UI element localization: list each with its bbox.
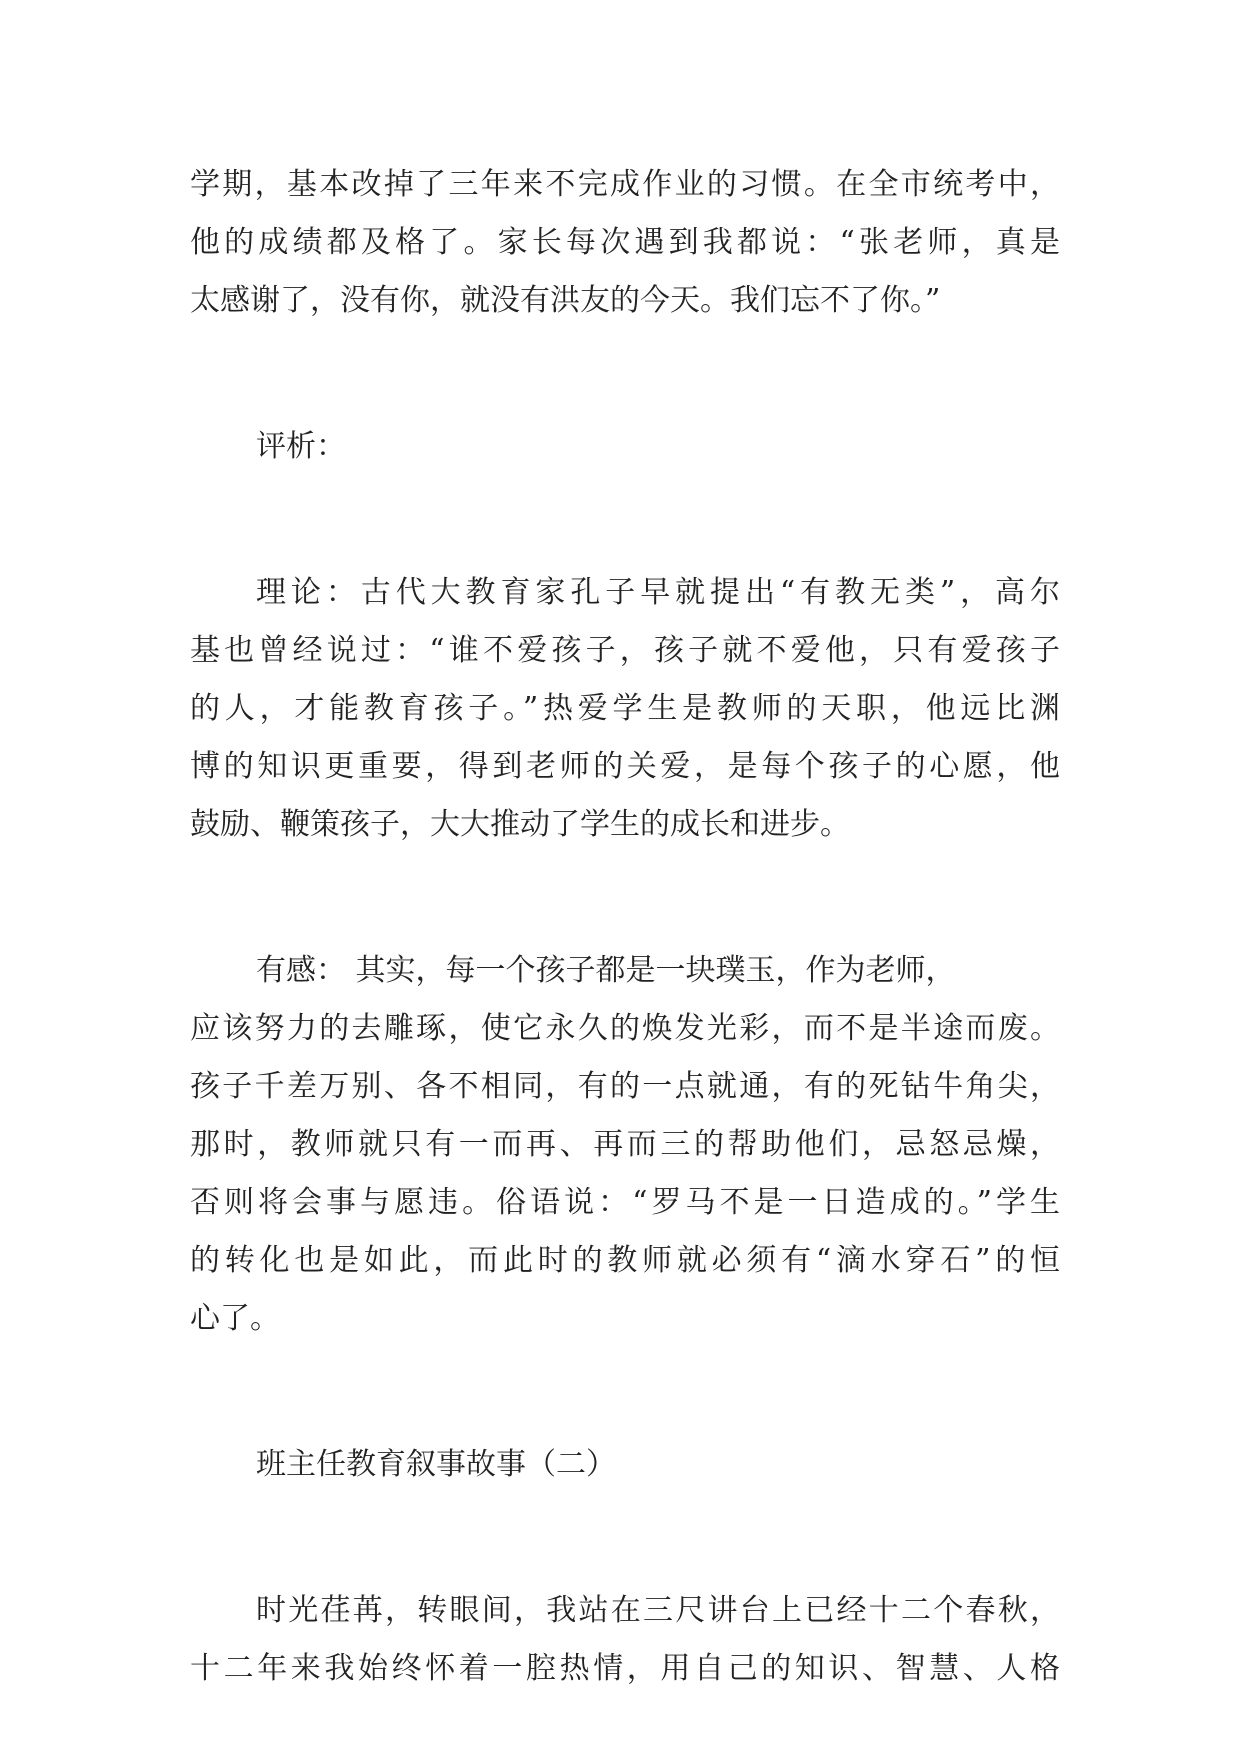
text-line: 的转化也是如此，而此时的教师就必须有“滴水穿石”的恒 [190, 1243, 1060, 1278]
text-line: 那时，教师就只有一而再、再而三的帮助他们，忌怒忌燥， [190, 1127, 1060, 1162]
text-line: 基也曾经说过：“谁不爱孩子，孩子就不爱他，只有爱孩子 [190, 633, 1060, 668]
paragraph-theory [190, 564, 1060, 854]
text-line: 有感： 其实，每一个孩子都是一块璞玉，作为老师， [256, 953, 956, 988]
section-title [190, 1436, 1060, 1494]
text-line: 的人，才能教育孩子。”热爱学生是教师的天职，他远比渊 [190, 691, 1060, 726]
text-line: 学期，基本改掉了三年来不完成作业的习惯。在全市统考中， [190, 167, 1060, 202]
text-line: 时光荏苒，转眼间，我站在三尺讲台上已经十二个春秋， [256, 1593, 1060, 1628]
text-line: 班主任教育叙事故事（二） [256, 1447, 616, 1482]
text-line: 评析： [256, 429, 346, 464]
text-line: 十二年来我始终怀着一腔热情，用自己的知识、智慧、人格 [190, 1651, 1060, 1686]
text-line: 理论：古代大教育家孔子早就提出“有教无类”，高尔 [256, 575, 1060, 610]
analysis-heading [190, 418, 1060, 476]
text-line: 太感谢了，没有你，就没有洪友的今天。我们忘不了你。” [190, 283, 941, 318]
text-line: 他的成绩都及格了。家长每次遇到我都说：“张老师，真是 [190, 225, 1060, 260]
paragraph-reflection [190, 942, 1060, 1348]
text-line: 鼓励、鞭策孩子，大大推动了学生的成长和进步。 [190, 807, 850, 842]
text-line: 博的知识更重要，得到老师的关爱，是每个孩子的心愿，他 [190, 749, 1060, 784]
text-line: 否则将会事与愿违。俗语说：“罗马不是一日造成的。”学生 [190, 1185, 1060, 1220]
paragraph-story-opening [190, 1582, 1060, 1698]
text-line: 心了。 [190, 1301, 280, 1336]
text-line: 应该努力的去雕琢，使它永久的焕发光彩，而不是半途而废。 [190, 1011, 1060, 1046]
document-page [190, 156, 1060, 1698]
paragraph-homework-result [190, 156, 1060, 330]
text-line: 孩子千差万别、各不相同，有的一点就通，有的死钻牛角尖， [190, 1069, 1060, 1104]
